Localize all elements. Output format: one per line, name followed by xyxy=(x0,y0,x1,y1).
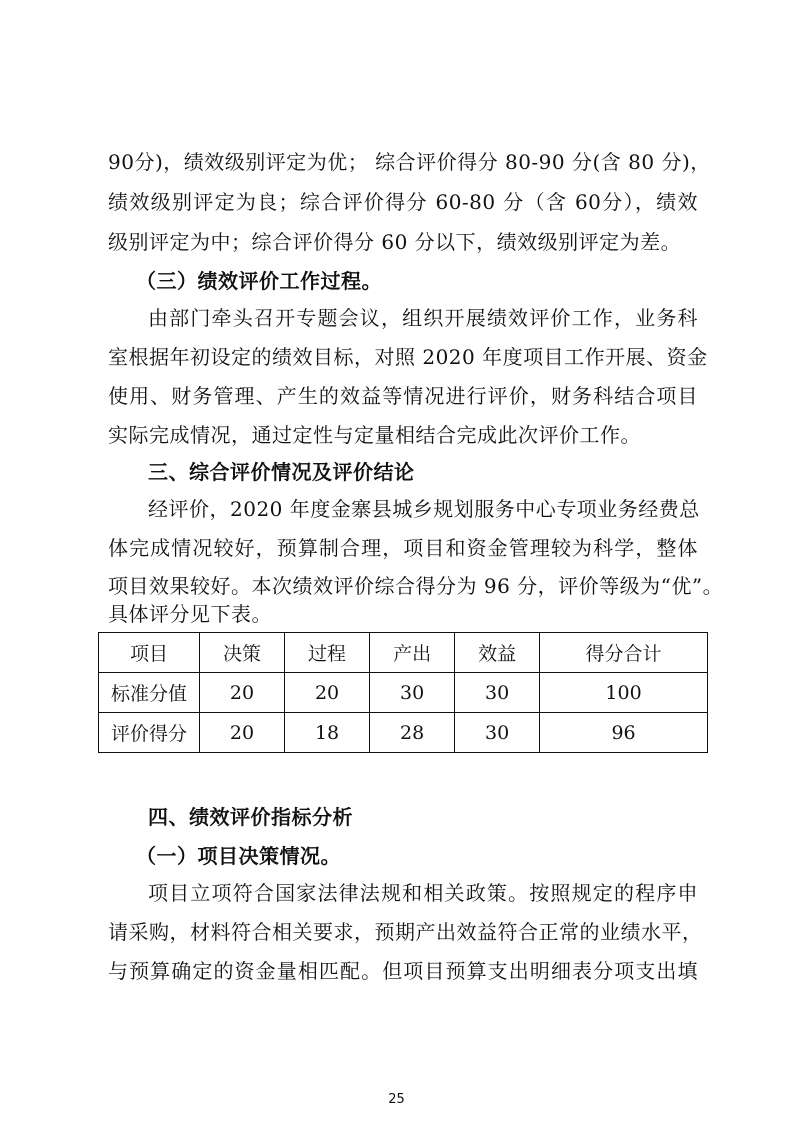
conclusion-line-4: 具体评分见下表。 xyxy=(108,602,272,626)
table-row xyxy=(99,713,708,753)
table-header-row xyxy=(99,633,708,673)
table-cell: 96 xyxy=(540,713,708,753)
table-cell: 18 xyxy=(285,713,370,753)
section-heading-4: 四、绩效评价指标分析 xyxy=(148,805,353,829)
page-number: 25 xyxy=(388,1092,405,1107)
score-table xyxy=(98,632,708,753)
decision-line-1: 项目立项符合国家法律法规和相关政策。按照规定的程序申 xyxy=(148,881,698,905)
table-header-cell: 决策 xyxy=(200,633,285,673)
subsection-heading-3: （三）绩效评价工作过程。 xyxy=(136,269,382,293)
conclusion-line-3: 项目效果较好。本次绩效评价综合得分为 96 分，评价等级为“优”。 xyxy=(108,574,724,598)
intro-line-2: 绩效级别评定为良；综合评价得分 60-80 分（含 60分），绩效 xyxy=(108,190,698,214)
subsection-heading-4-1: （一）项目决策情况。 xyxy=(136,844,341,868)
table-cell: 评价得分 xyxy=(99,713,200,753)
intro-line-3: 级别评定为中；综合评价得分 60 分以下，绩效级别评定为差。 xyxy=(108,230,682,254)
table-cell: 100 xyxy=(540,673,708,713)
table-cell: 30 xyxy=(455,673,540,713)
table-header-cell: 过程 xyxy=(285,633,370,673)
table-cell: 28 xyxy=(370,713,455,753)
process-line-3: 使用、财务管理、产生的效益等情况进行评价，财务科结合项目 xyxy=(108,384,698,408)
process-line-4: 实际完成情况，通过定性与定量相结合完成此次评价工作。 xyxy=(108,423,641,447)
table-cell: 30 xyxy=(455,713,540,753)
table-header-cell: 效益 xyxy=(455,633,540,673)
table-header-cell: 得分合计 xyxy=(540,633,708,673)
intro-line-1: 90分)，绩效级别评定为优； 综合评价得分 80-90 分(含 80 分)， xyxy=(108,150,711,174)
table-cell: 20 xyxy=(200,713,285,753)
process-line-1: 由部门牵头召开专题会议，组织开展绩效评价工作，业务科 xyxy=(148,306,698,330)
table-cell: 30 xyxy=(370,673,455,713)
table-header-cell: 产出 xyxy=(370,633,455,673)
table-cell: 标准分值 xyxy=(99,673,200,713)
table-cell: 20 xyxy=(285,673,370,713)
process-line-2: 室根据年初设定的绩效目标，对照 2020 年度项目工作开展、资金 xyxy=(108,345,708,369)
conclusion-line-2: 体完成情况较好，预算制合理，项目和资金管理较为科学，整体 xyxy=(108,536,698,560)
table-header-cell: 项目 xyxy=(99,633,200,673)
section-heading-3: 三、综合评价情况及评价结论 xyxy=(148,460,415,484)
decision-line-3: 与预算确定的资金量相匹配。但项目预算支出明细表分项支出填 xyxy=(108,959,698,983)
decision-line-2: 请采购，材料符合相关要求，预期产出效益符合正常的业绩水平， xyxy=(108,920,703,944)
conclusion-line-1: 经评价，2020 年度金寨县城乡规划服务中心专项业务经费总 xyxy=(148,497,700,521)
table-row xyxy=(99,673,708,713)
table-cell: 20 xyxy=(200,673,285,713)
